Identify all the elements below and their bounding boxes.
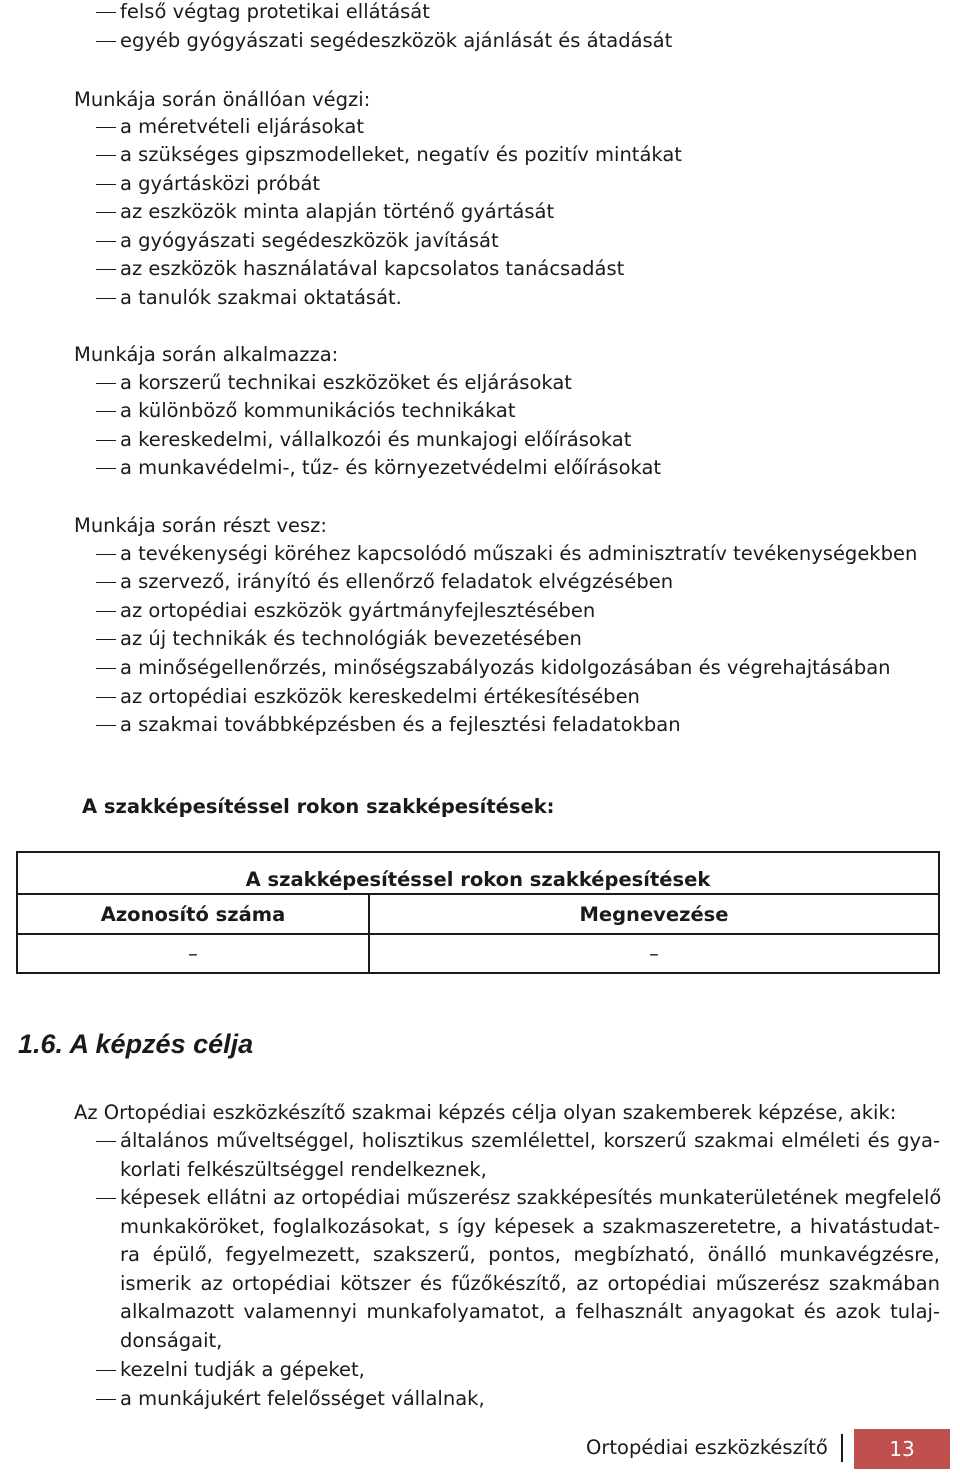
footer-divider	[841, 1434, 843, 1462]
section-intro: Munkája során önállóan végzi:	[74, 88, 371, 111]
dash-bullet	[96, 212, 116, 213]
dash-bullet	[96, 639, 116, 640]
dash-bullet	[96, 269, 116, 270]
dash-bullet	[96, 184, 116, 185]
dash-bullet	[96, 1370, 116, 1371]
dash-bullet	[96, 440, 116, 441]
related-qualifications-table	[16, 851, 940, 974]
dash-bullet	[96, 155, 116, 156]
footer-title: Ortopédiai eszközkészítő	[586, 1436, 828, 1459]
dash-bullet	[96, 582, 116, 583]
page-number: 13	[854, 1429, 950, 1469]
dash-bullet	[96, 725, 116, 726]
dash-bullet	[96, 41, 116, 42]
section-intro: Munkája során alkalmazza:	[74, 343, 339, 366]
dash-bullet	[96, 383, 116, 384]
column-header-name: Megnevezése	[369, 894, 939, 934]
related-qualifications-heading: A szakképesítéssel rokon szakképesítések:	[82, 795, 555, 818]
dash-bullet	[96, 241, 116, 242]
dash-bullet	[96, 12, 116, 13]
dash-bullet	[96, 697, 116, 698]
column-header-id: Azonosító száma	[17, 894, 369, 934]
dash-bullet	[96, 1141, 116, 1142]
dash-bullet	[96, 298, 116, 299]
dash-bullet	[96, 468, 116, 469]
table-cell-id: –	[17, 934, 369, 973]
table-row	[17, 934, 939, 973]
dash-bullet	[96, 127, 116, 128]
dash-bullet	[96, 1198, 116, 1199]
section-intro: Munkája során részt vesz:	[74, 514, 327, 537]
section-heading: 1.6. A képzés célja	[18, 1029, 254, 1059]
dash-bullet	[96, 554, 116, 555]
section-intro: Az Ortopédiai eszközkészítő szakmai képzés célja olyan szakemberek képzése, akik:	[74, 1101, 897, 1124]
dash-bullet	[96, 668, 116, 669]
table-cell-name: –	[369, 934, 939, 973]
table-title: A szakképesítéssel rokon szakképesítések	[17, 852, 939, 894]
dash-bullet	[96, 1399, 116, 1400]
dash-bullet	[96, 611, 116, 612]
dash-bullet	[96, 411, 116, 412]
